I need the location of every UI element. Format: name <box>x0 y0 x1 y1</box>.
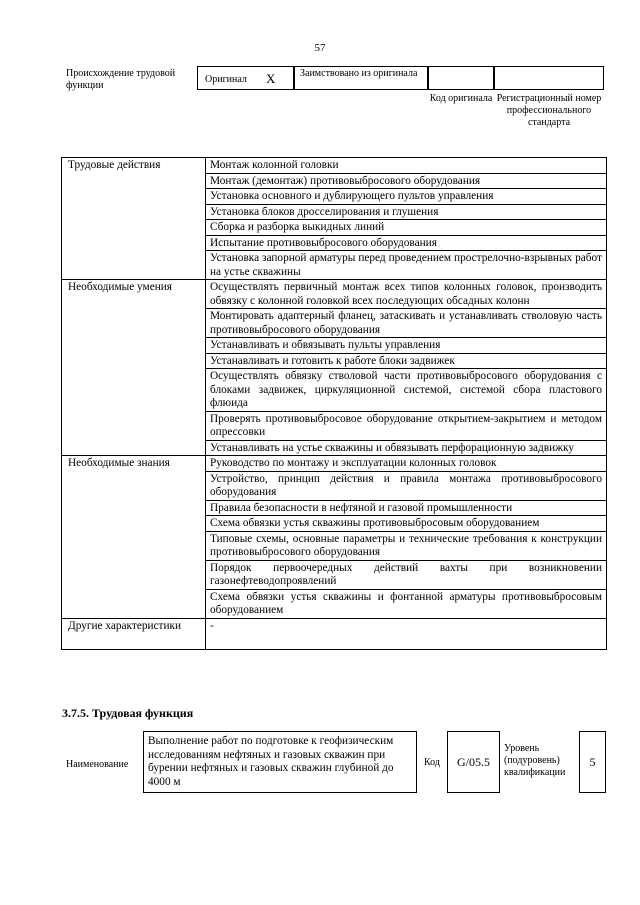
section-item: Осуществлять обвязку стволовой части противовыбросового оборудования с блоками задвижек, циркуляционной системой, системой сбора пластового флюида <box>206 369 607 412</box>
section-item: Сборка и разборка выкидных линий <box>206 220 607 236</box>
table-row <box>62 280 607 309</box>
labor-function-table <box>61 157 607 650</box>
section-item: Осуществлять первичный монтаж всех типов колонных головок, производить обвязку с колонной головкой всех последующих обсадных колонн <box>206 280 607 309</box>
section-item: Схема обвязки устья скважины противовыбросовым оборудованием <box>206 516 607 532</box>
section-title: Трудовые действия <box>62 158 206 280</box>
name-label: Наименование <box>66 759 129 770</box>
section-item: Установка запорной арматуры перед проведением прострелочно-взрывных работ на устье скважины <box>206 251 607 280</box>
section-item: Монтировать адаптерный фланец, затаскивать и устанавливать стволовую часть противовыбросового оборудования <box>206 309 607 338</box>
original-code-caption: Код оригинала <box>429 93 493 104</box>
qualification-level-label: Уровень (подуровень) квалификации <box>504 743 566 778</box>
section-item: Установка основного и дублирующего пультов управления <box>206 189 607 205</box>
section-item: Руководство по монтажу и эксплуатации колонных головок <box>206 456 607 472</box>
section-item: Устанавливать и обвязывать пульты управления <box>206 338 607 354</box>
function-code-box: G/05.5 <box>447 731 500 793</box>
section-item: Типовые схемы, основные параметры и технические требования к конструкции противовыбросового оборудования <box>206 531 607 560</box>
section-heading: 3.7.5. Трудовая функция <box>62 706 194 720</box>
section-item: Схема обвязки устья скважины и фонтанной арматуры противовыбросовым оборудованием <box>206 589 607 618</box>
registration-number-cell <box>494 66 604 90</box>
section-item: Испытание противовыбросового оборудования <box>206 235 607 251</box>
table-row <box>62 158 607 174</box>
page-number: 57 <box>314 42 326 54</box>
qualification-level-box: 5 <box>579 731 606 793</box>
borrowed-label: Заимствовано из оригинала <box>300 68 418 79</box>
section-item: Устройство, принцип действия и правила монтажа противовыбросового оборудования <box>206 471 607 500</box>
section-item: Проверять противовыбросовое оборудование открытием-закрытием и методом опрессовки <box>206 411 607 440</box>
original-label: Оригинал <box>205 74 247 85</box>
section-title: Необходимые знания <box>62 456 206 619</box>
section-title: Необходимые умения <box>62 280 206 456</box>
function-name-box: Выполнение работ по подготовке к геофизическим исследованиям нефтяных и газовых скважин при бурении нефтяных и газовых скважин глубиной до 4000 м <box>143 731 417 793</box>
table-row <box>62 456 607 472</box>
section-item: Монтаж (демонтаж) противовыбросового оборудования <box>206 173 607 189</box>
section-item: Монтаж колонной головки <box>206 158 607 174</box>
section-item: Установка блоков дросселирования и глушения <box>206 204 607 220</box>
section-item: Правила безопасности в нефтяной и газовой промышленности <box>206 500 607 516</box>
original-mark: X <box>266 71 276 86</box>
table-row <box>62 618 607 649</box>
origin-label: Происхождение трудовой функции <box>66 68 176 91</box>
section-item: Устанавливать на устье скважины и обвязывать перфорационную задвижку <box>206 440 607 456</box>
section-item: Порядок первоочередных действий вахты при возникновении газонефтеводопроявлений <box>206 560 607 589</box>
code-label: Код <box>424 757 440 768</box>
registration-caption: Регистрационный номер профессионального стандарта <box>496 93 602 128</box>
original-code-cell <box>428 66 494 90</box>
section-title: Другие характеристики <box>62 618 206 649</box>
section-item: Устанавливать и готовить к работе блоки задвижек <box>206 353 607 369</box>
section-item: - <box>206 618 607 649</box>
